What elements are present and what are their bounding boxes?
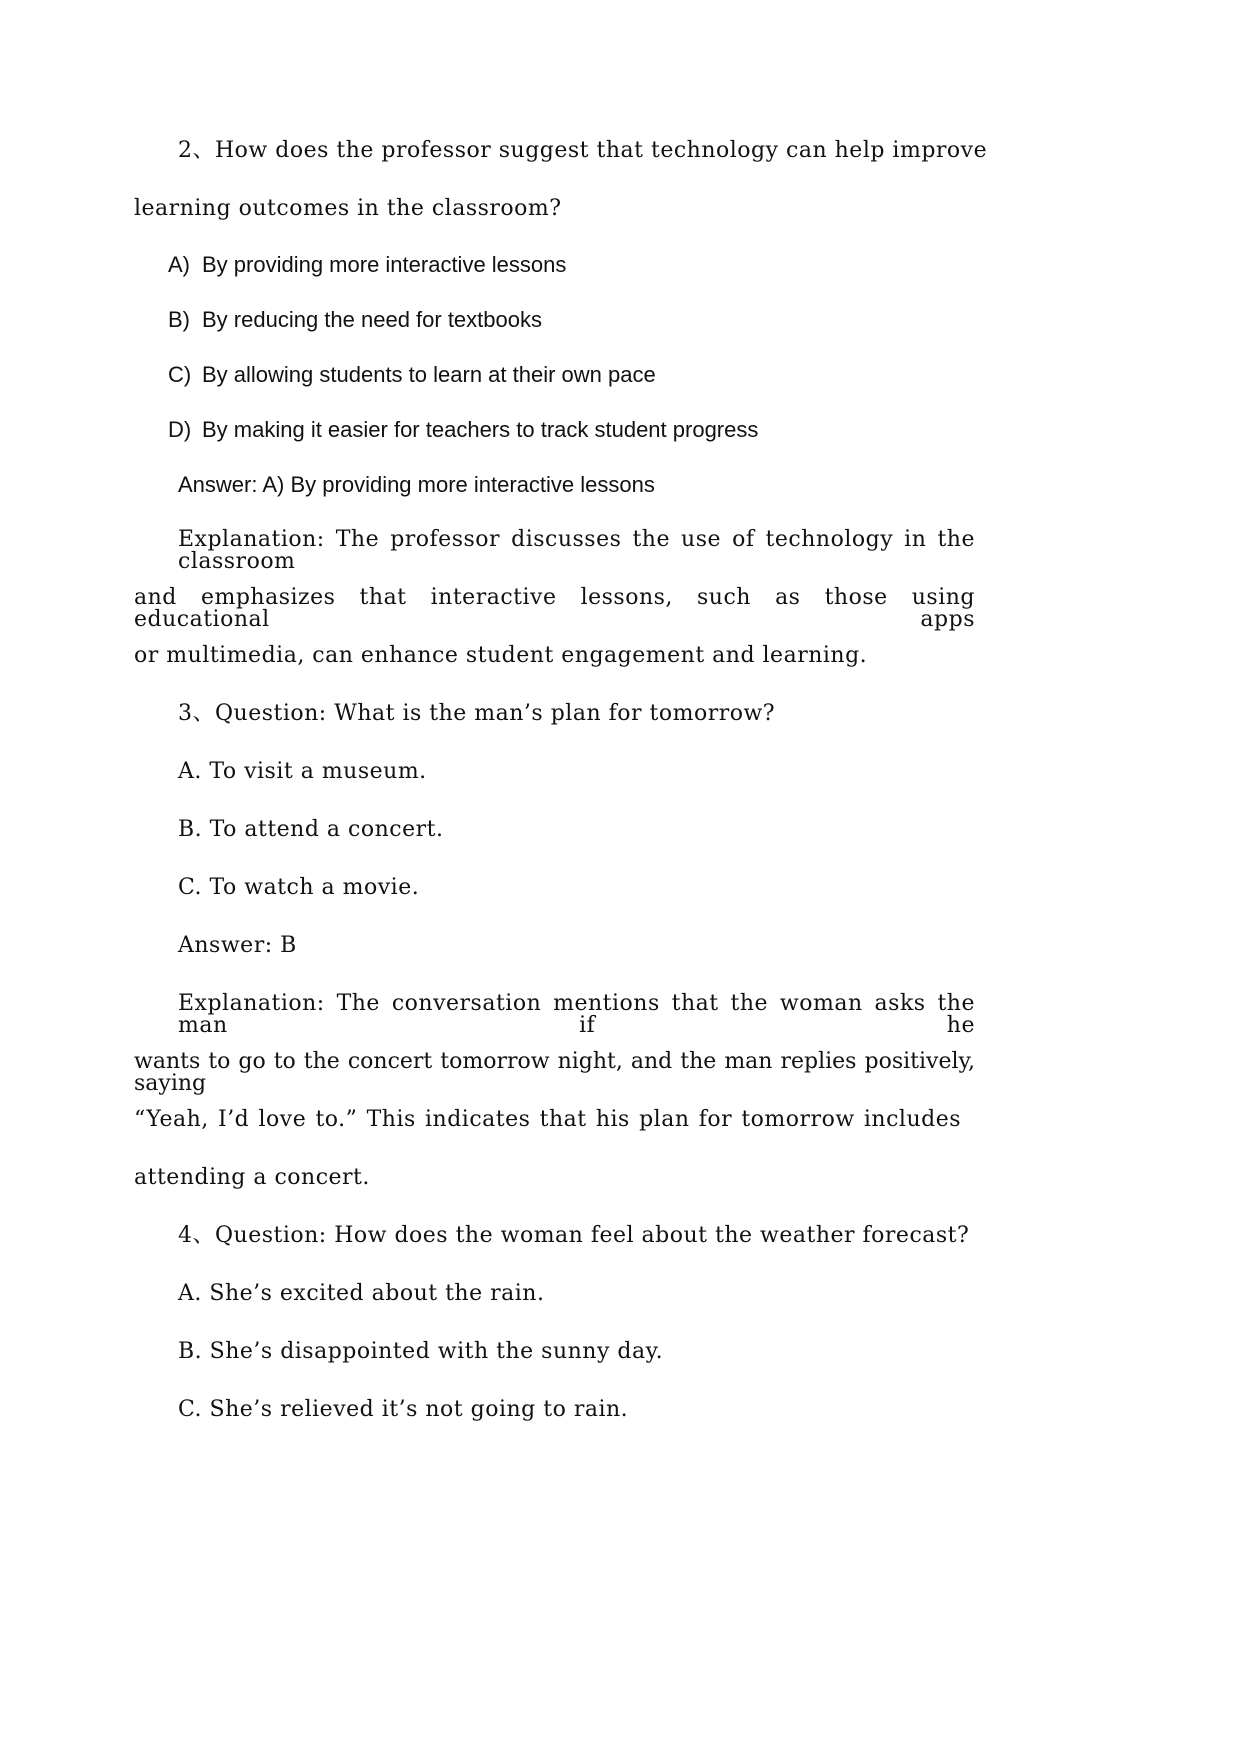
- q2-option-a-letter: A): [168, 252, 190, 277]
- q2-option-a-text: By providing more interactive lessons: [202, 252, 567, 277]
- q3-option-a: A. To visit a museum.: [178, 759, 427, 784]
- q4-option-c: C. She’s relieved it’s not going to rain.: [178, 1397, 629, 1422]
- q2-option-b-text: By reducing the need for textbooks: [202, 307, 542, 332]
- q3-explanation-line1: Explanation: The conversation mentions that the woman asks the man if he: [178, 991, 975, 1038]
- q2-explanation-line2: and emphasizes that interactive lessons, such as those using educational apps: [134, 585, 975, 632]
- q4-option-a: A. She’s excited about the rain.: [178, 1281, 545, 1306]
- q3-explanation-line2: wants to go to the concert tomorrow night, and the man replies positively, saying: [134, 1049, 975, 1096]
- q3-explanation-line4: attending a concert.: [134, 1165, 370, 1190]
- q2-explanation-line1: Explanation: The professor discusses the use of technology in the classroom: [178, 527, 975, 574]
- q2-answer: Answer: A) By providing more interactive lessons: [178, 472, 655, 497]
- q3-explanation-line3: “Yeah, I’d love to.” This indicates that his plan for tomorrow includes: [134, 1107, 961, 1132]
- q2-option-d-letter: D): [168, 417, 192, 442]
- q4-option-b: B. She’s disappointed with the sunny day.: [178, 1339, 664, 1364]
- q2-option-c-letter: C): [168, 362, 192, 387]
- q2-explanation-line3: or multimedia, can enhance student engagement and learning.: [134, 643, 868, 668]
- q3-question: 3、Question: What is the man’s plan for tomorrow?: [178, 701, 776, 726]
- q3-option-c: C. To watch a movie.: [178, 875, 420, 900]
- q4-question: 4、Question: How does the woman feel about the weather forecast?: [178, 1223, 970, 1248]
- q2-option-c-text: By allowing students to learn at their own pace: [202, 362, 656, 387]
- q2-option-d-text: By making it easier for teachers to track student progress: [202, 417, 759, 442]
- q2-question-line1: 2、How does the professor suggest that technology can help improve: [178, 138, 988, 163]
- q2-option-b-letter: B): [168, 307, 190, 332]
- q2-question-line2: learning outcomes in the classroom?: [134, 196, 562, 221]
- q3-answer: Answer: B: [178, 933, 297, 958]
- q3-option-b: B. To attend a concert.: [178, 817, 444, 842]
